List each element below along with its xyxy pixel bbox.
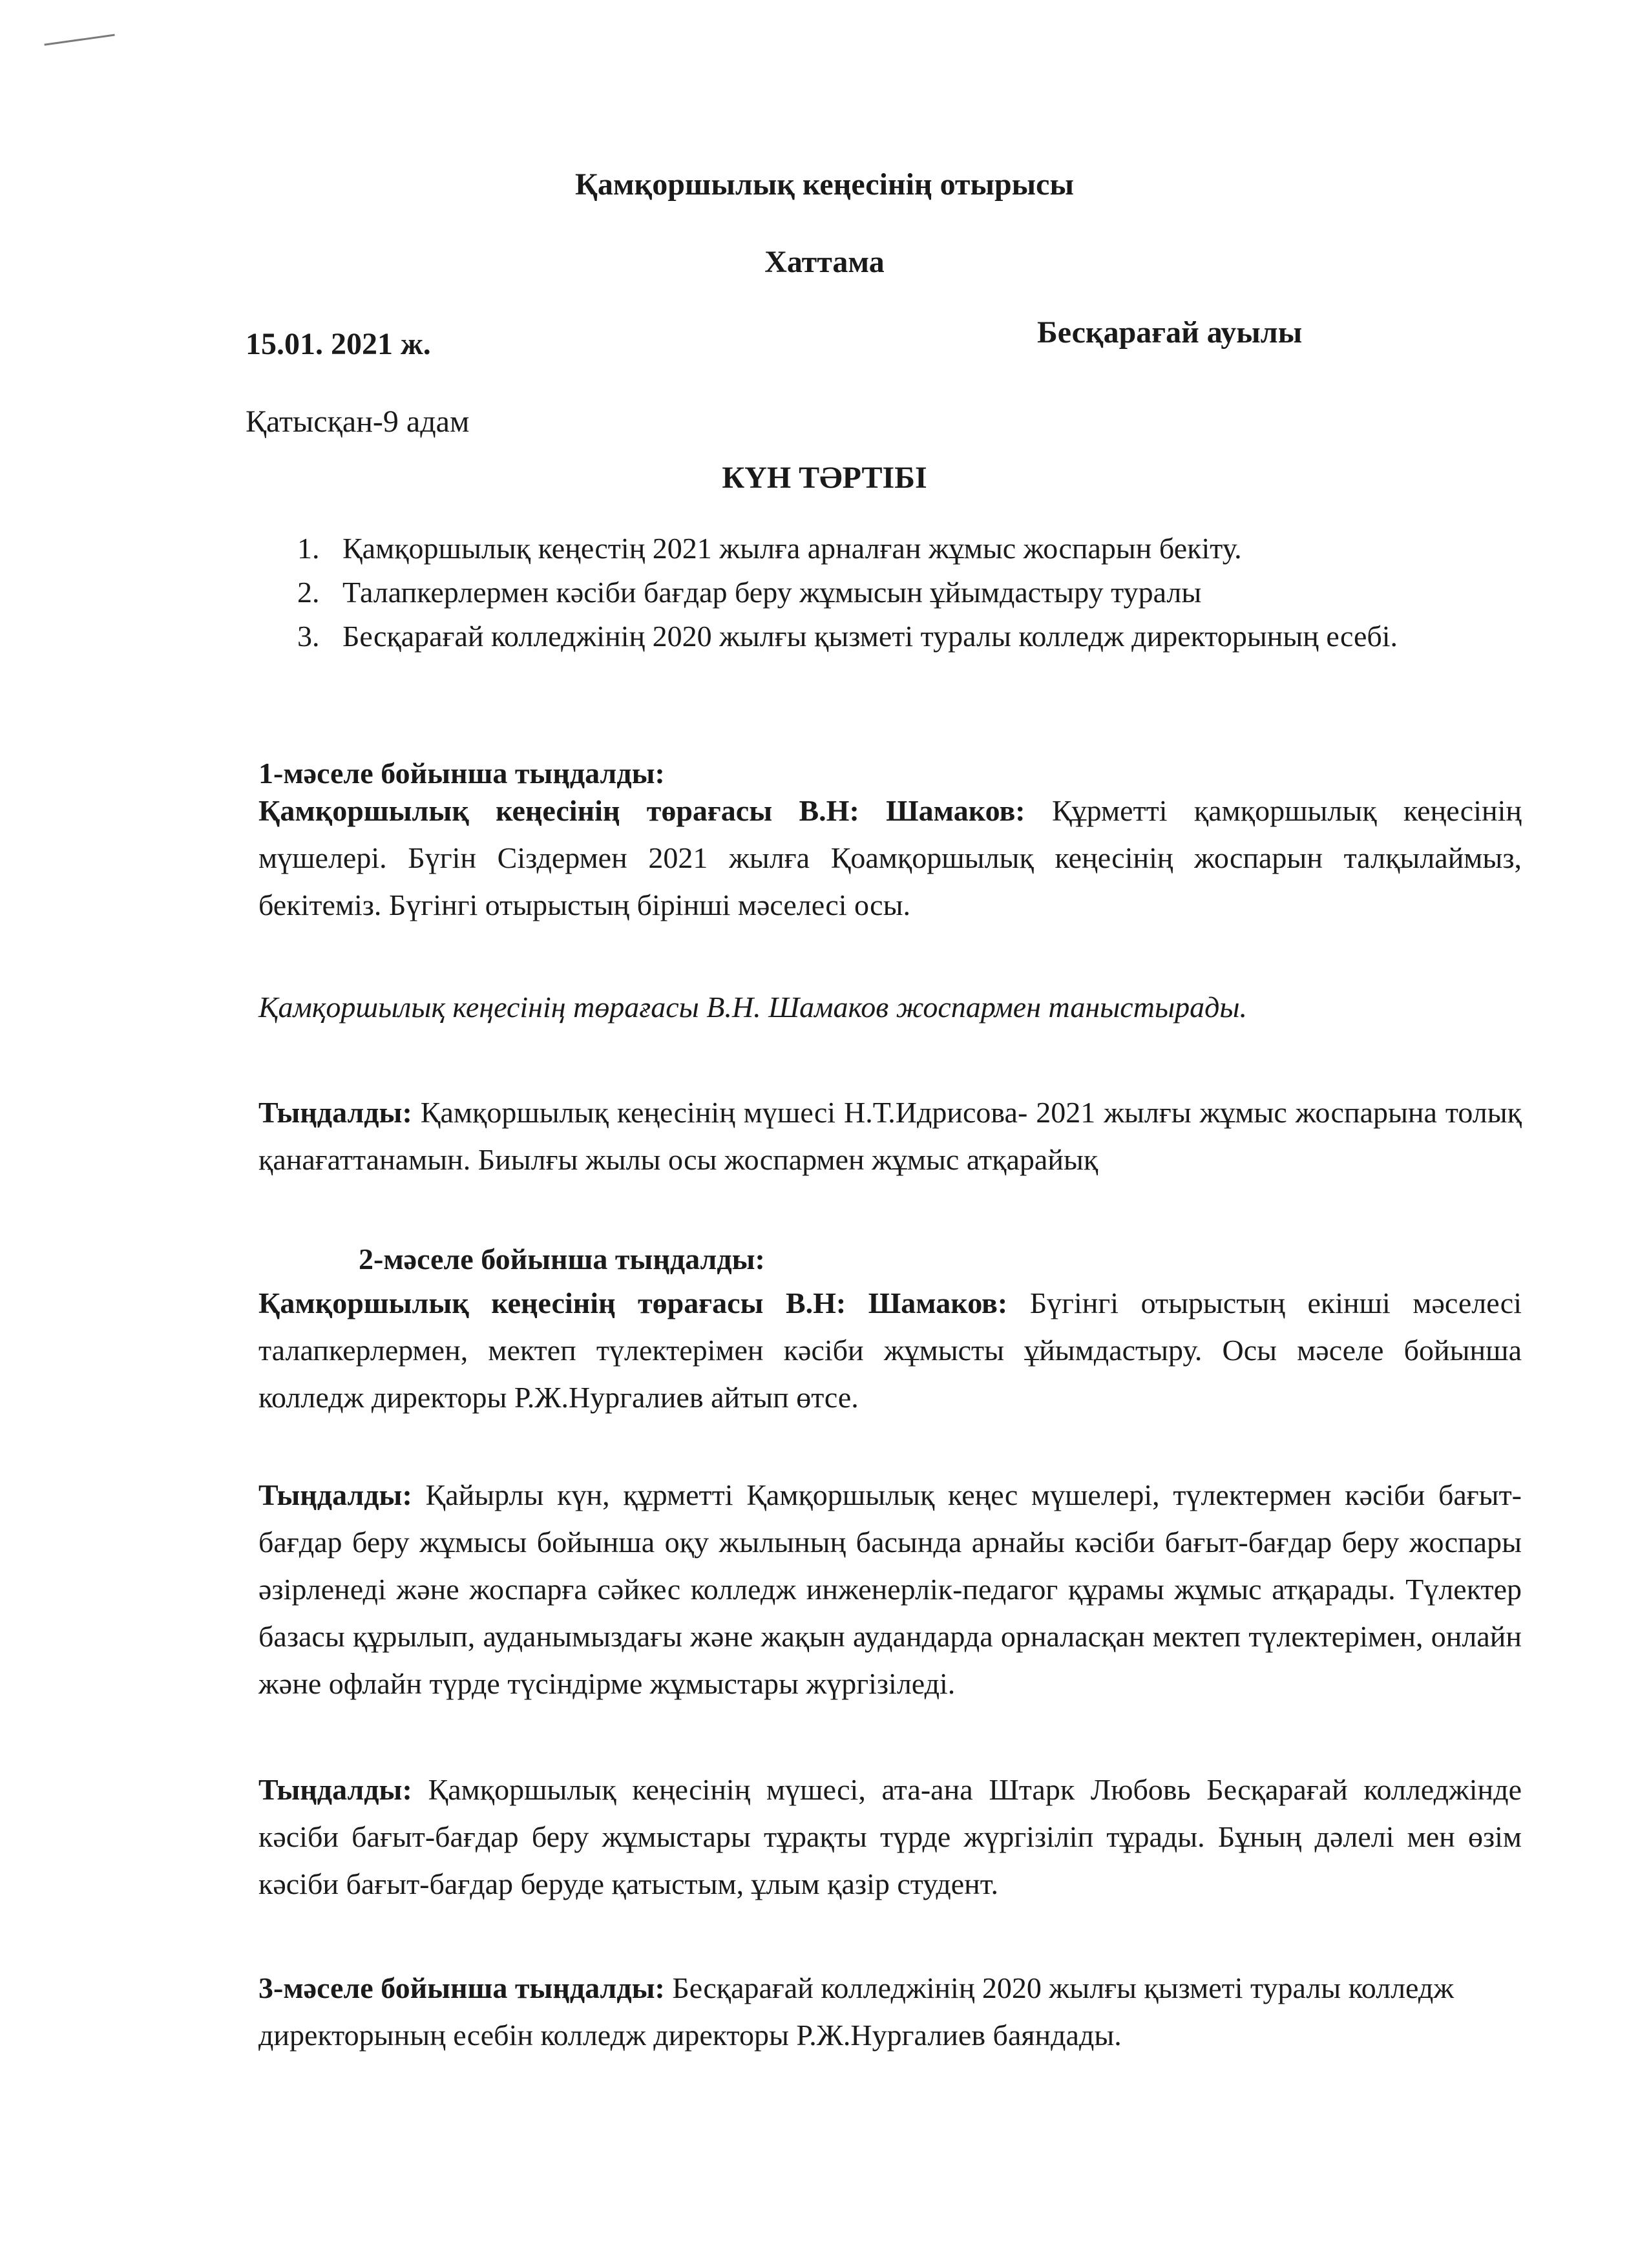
document-date: 15.01. 2021 ж. xyxy=(246,327,431,361)
section2-heard1-label: Тыңдалды: xyxy=(258,1478,412,1511)
section1-speech-text: Құрметті қамқоршылық кеңесінің мүшелері. Бүгін Сіздермен 2021 жылға Қоамқоршылық кеңесінің жоспарын талқылаймыз, бекітеміз. Бүгінгі отырыстың бірінші мәселесі осы. xyxy=(258,794,1522,921)
agenda-item-text: Бесқарағай колледжінің 2020 жылғы қызметі туралы колледж директорының есебі. xyxy=(342,620,1398,653)
section2-speech-text: Бүгінгі отырыстың екінші мәселесі талапкерлермен, мектеп түлектерімен кәсіби жұмысты ұйымдастыру. Осы мәселе бойынша колледж директоры Р.Ж.Нургалиев айтып өтсе. xyxy=(258,1286,1522,1414)
section3-heading: 3-мәселе бойынша тыңдалды: xyxy=(258,1971,665,2004)
section2-heard2 xyxy=(258,1766,1522,1907)
agenda-item xyxy=(258,529,1518,569)
document-subtitle: Хаттама xyxy=(764,245,885,279)
section3 xyxy=(258,1964,1522,2059)
agenda-item-text: Талапкерлермен кәсіби бағдар беру жұмысын ұйымдастыру туралы xyxy=(342,576,1202,609)
section1-heard-text: Қамқоршылық кеңесінің мүшесі Н.Т.Идрисова- 2021 жылғы жұмыс жоспарына толық қанағаттанамын. Биылғы жылы осы жоспармен жұмыс атқарайық xyxy=(258,1096,1522,1176)
section2-heard2-text: Қамқоршылық кеңесінің мүшесі, ата-ана Штарк Любовь Бесқарағай колледжінде кәсіби бағыт-бағдар беру жұмыстары тұрақты түрде жүргізіліп тұрады. Бұның дәлелі мен өзім кәсіби бағыт-бағдар беруде қатыстым, ұлым қазір студент. xyxy=(258,1773,1522,1900)
agenda-title: КҮН ТӘРТІБІ xyxy=(722,461,927,495)
section2-heard2-label: Тыңдалды: xyxy=(258,1773,412,1806)
section1-speaker: Қамқоршылық кеңесінің төрағасы В.Н: Шамаков: xyxy=(258,794,1025,827)
section1-heard-label: Тыңдалды: xyxy=(258,1096,412,1129)
section1-heading: 1-мәселе бойынша тыңдалды: xyxy=(258,757,665,790)
attendees-count: Қатысқан-9 адам xyxy=(246,404,470,439)
document-place: Бесқарағай ауылы xyxy=(1037,315,1303,350)
section1-note: Қамқоршылық кеңесінің төрағасы В.Н. Шамаков жоспармен таныстырады. xyxy=(258,991,1248,1024)
agenda-item-number: 3. xyxy=(297,620,320,653)
agenda-item-number: 1. xyxy=(297,532,320,565)
agenda-item xyxy=(258,572,1518,613)
section1-heard xyxy=(258,1089,1522,1183)
agenda-item-number: 2. xyxy=(297,576,320,609)
section2-speech xyxy=(258,1279,1522,1421)
section2-speaker: Қамқоршылық кеңесінің төрағасы В.Н: Шамаков: xyxy=(258,1286,1008,1319)
section1-speech xyxy=(258,787,1522,929)
document-title: Қамқоршылық кеңесінің отырысы xyxy=(575,167,1074,202)
agenda-list xyxy=(258,529,1518,660)
scan-mark xyxy=(44,34,117,63)
agenda-item-text: Қамқоршылық кеңестің 2021 жылға арналған жұмыс жоспарын бекіту. xyxy=(342,532,1242,565)
section2-heard1-text: Қайырлы күн, құрметті Қамқоршылық кеңес мүшелері, түлектермен кәсіби бағыт-бағдар беру жұмысы бойынша оқу жылының басында арнайы кәсіби бағыт-бағдар беру жоспары әзірленеді және жоспарға сәйкес колледж инженерлік-педагог құрамы жұмыс атқарады. Түлектер базасы құрылып, ауданымыздағы және жақын аудандарда орналасқан мектеп түлектерімен, онлайн және офлайн түрде түсіндірме жұмыстары жүргізіледі. xyxy=(258,1478,1522,1700)
section2-heard1 xyxy=(258,1471,1522,1707)
agenda-item xyxy=(258,616,1518,656)
section3-text: Бесқарағай колледжінің 2020 жылғы қызметі туралы колледж директорының есебін колледж директоры Р.Ж.Нургалиев баяндады. xyxy=(258,1971,1455,2052)
section2-heading: 2-мәселе бойынша тыңдалды: xyxy=(359,1243,765,1276)
